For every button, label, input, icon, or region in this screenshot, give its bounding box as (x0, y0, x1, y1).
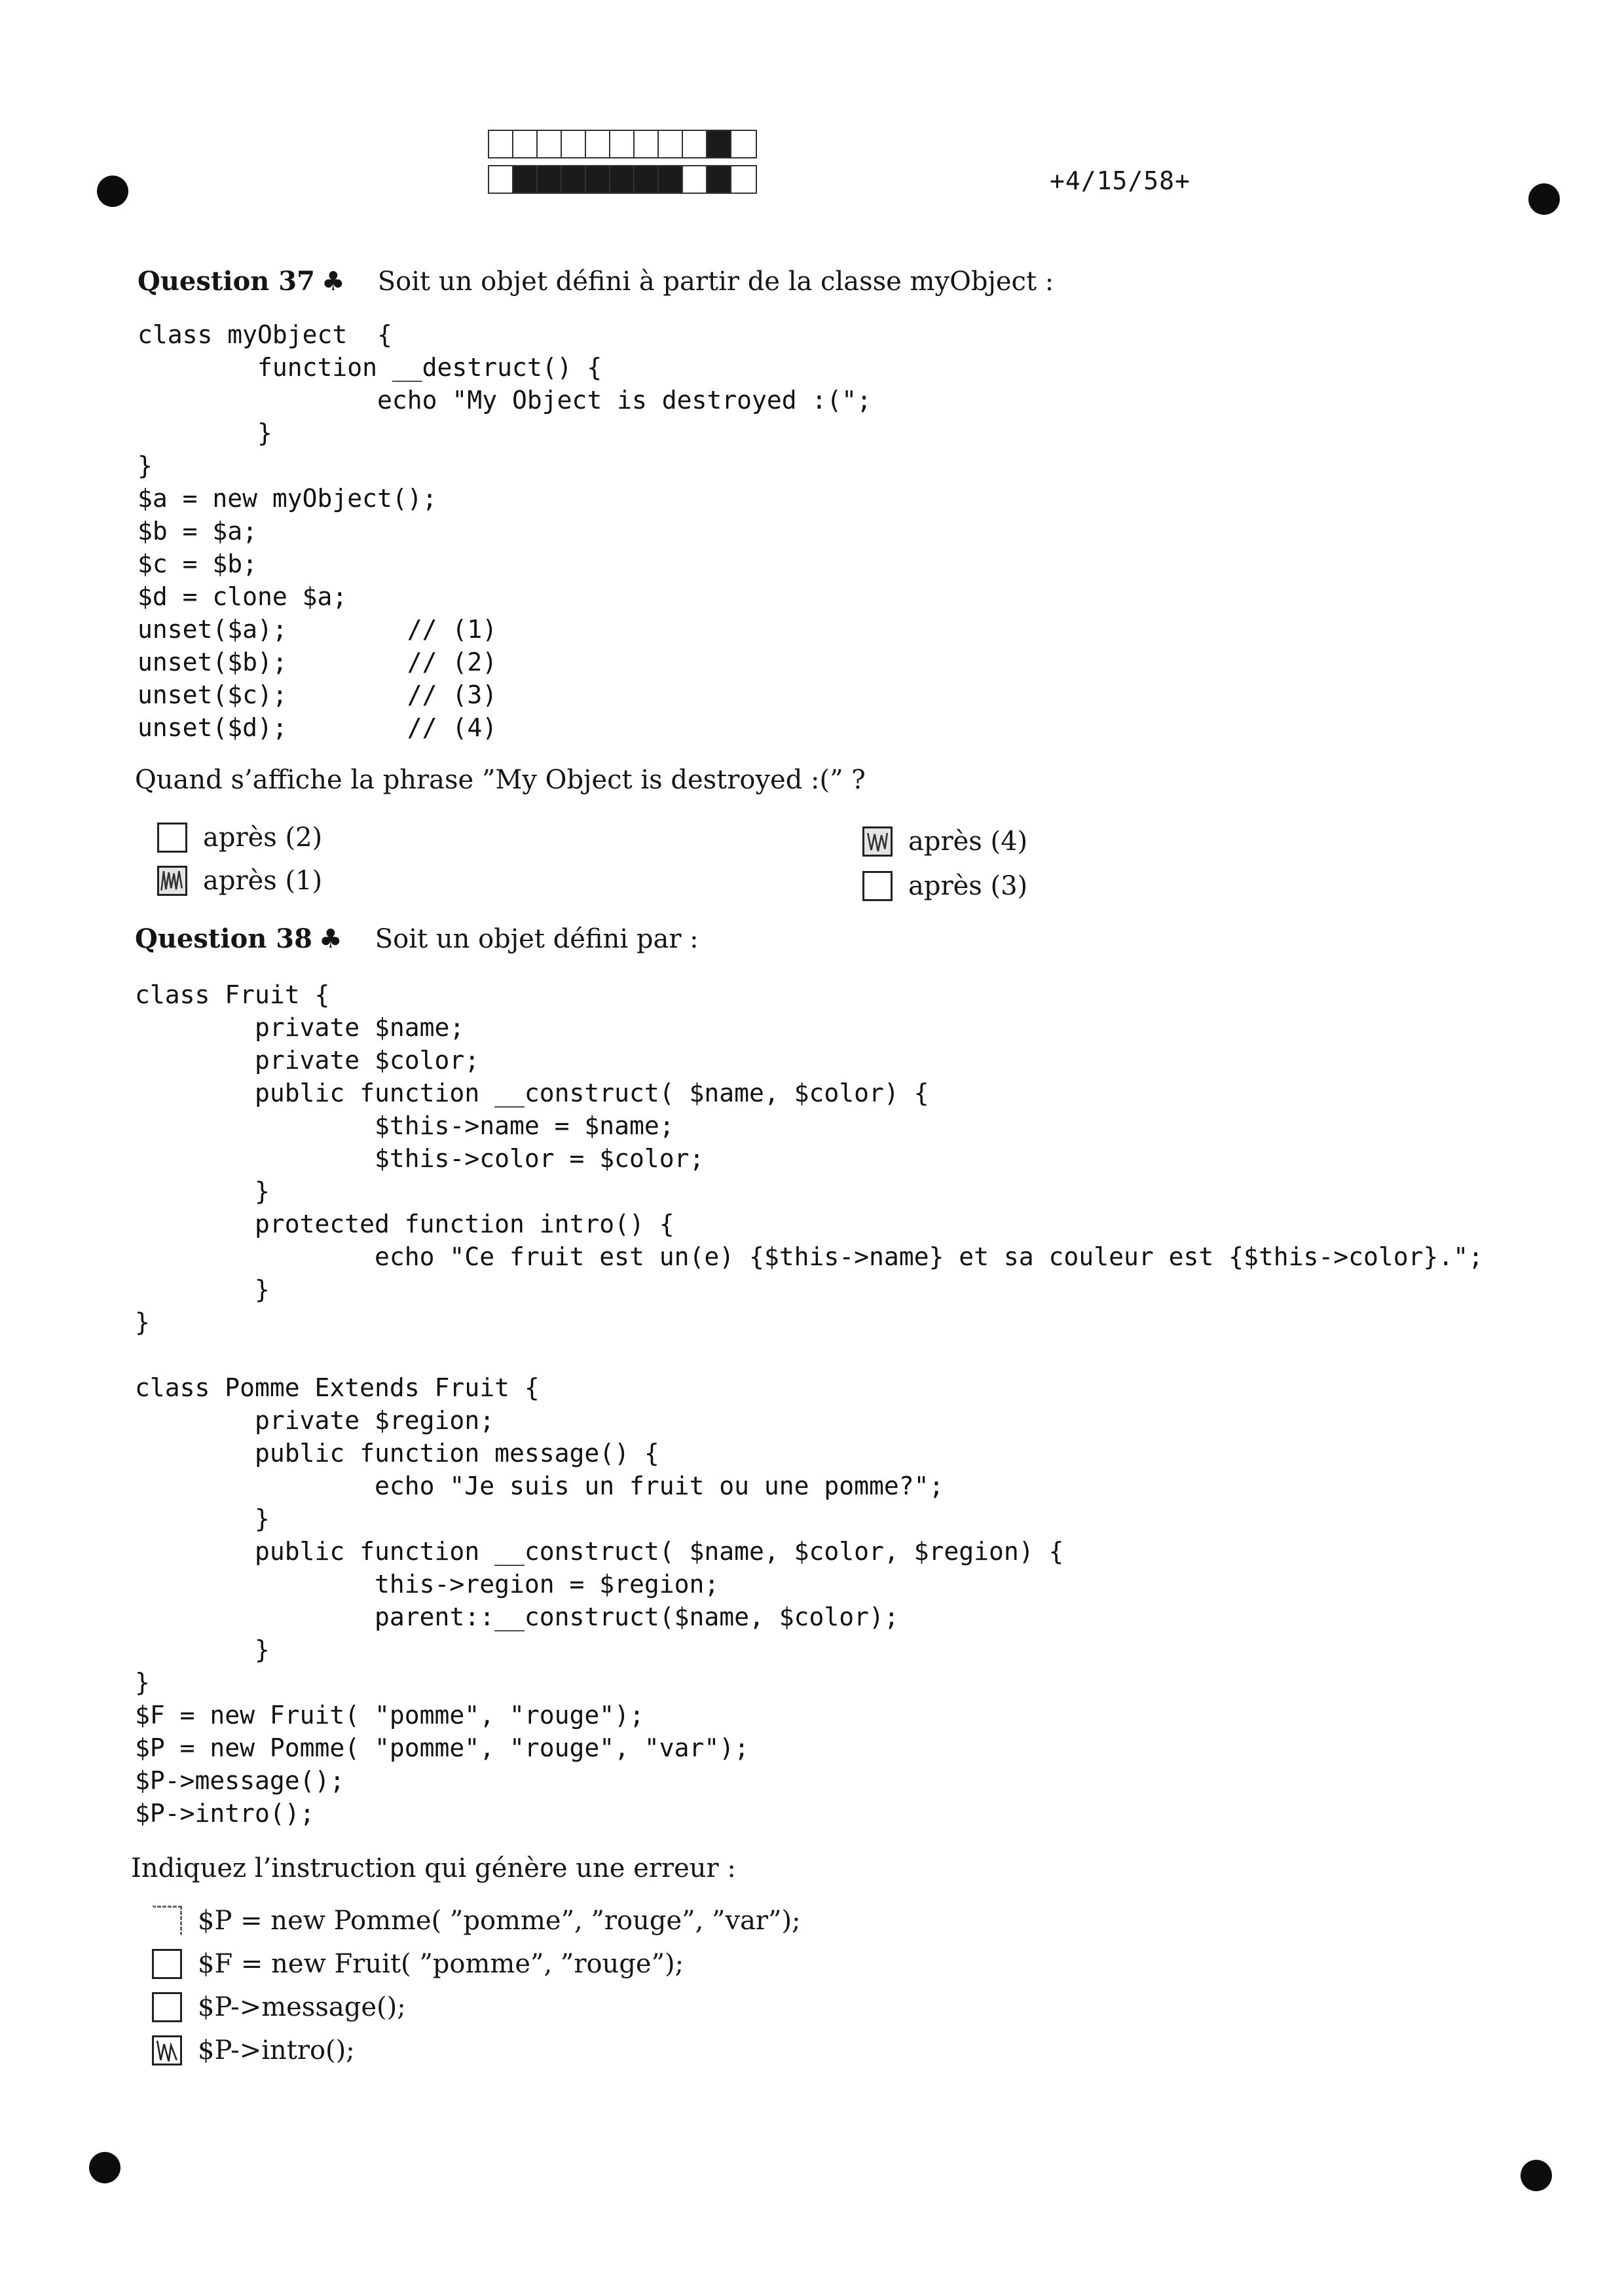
id-cell-empty (562, 131, 586, 157)
q38-option-2[interactable] (152, 1949, 684, 1979)
id-cell-filled (562, 166, 586, 193)
registration-mark-bottom-left (89, 2152, 120, 2183)
q37-option-1[interactable] (157, 823, 322, 853)
q38-option-3[interactable] (152, 1992, 406, 2022)
page-code: +4/15/58+ (1050, 166, 1190, 195)
question-number: Question 38 (135, 923, 312, 954)
question-38-header (135, 923, 699, 954)
checkbox-checked[interactable] (862, 826, 893, 857)
scribble-mark-icon (154, 2037, 180, 2064)
id-cell-empty (635, 131, 659, 157)
student-id-grid (488, 130, 757, 200)
checkbox[interactable] (152, 1992, 182, 2022)
id-cell-empty (659, 131, 683, 157)
checkbox[interactable] (152, 1949, 182, 1979)
option-label: après (2) (203, 823, 323, 853)
question-number: Question 37 (138, 266, 315, 297)
question-38-code: class Fruit { private $name; private $color; public function __construct( $name, $color) { $this->name = $name; $this->color = $color; } protected function intro() { echo "Ce fruit est un(e) {$this->name} et sa couleur est {$this->color}."; } } class Pomme Extends Fruit { private $region; public function message() { echo "Je suis un fruit ou une pomme?"; } public function __construct( $name, $color, $region) { this->region = $region; parent::__construct($name, $color); } } $F = new Fruit( "pomme", "rouge"); $P = new Pomme( "pomme", "rouge", "var"); $P->message(); $P->intro(); (135, 980, 1484, 1828)
question-text: Soit un objet défini à partir de la classe myObject : (377, 267, 1054, 297)
id-cell-empty (489, 166, 513, 193)
id-cell-filled (610, 166, 635, 193)
question-38-prompt: Indiquez l’instruction qui génère une erreur : (131, 1853, 736, 1883)
id-cell-empty (683, 166, 707, 193)
scribble-mark-icon (159, 868, 185, 894)
id-cell-empty (538, 131, 562, 157)
id-cell-empty (731, 166, 756, 193)
question-37-prompt: Quand s’affiche la phrase ”My Object is destroyed :(” ? (135, 765, 866, 795)
checkbox[interactable] (157, 823, 187, 853)
q38-option-4[interactable] (152, 2035, 355, 2065)
id-cell-empty (610, 131, 635, 157)
registration-mark-top-right (1528, 183, 1560, 215)
id-cell-filled (659, 166, 683, 193)
id-cell-filled (513, 166, 538, 193)
q37-option-2[interactable] (157, 866, 322, 896)
question-37-header (138, 266, 1054, 297)
checkbox-checked[interactable] (157, 866, 187, 896)
q37-option-4[interactable] (862, 871, 1027, 901)
id-cell-empty (513, 131, 538, 157)
option-label: $P->message(); (198, 1992, 406, 2022)
checkbox[interactable] (862, 871, 893, 901)
id-cell-empty (489, 131, 513, 157)
id-cell-filled (707, 131, 731, 157)
id-cell-empty (586, 131, 610, 157)
option-label: après (1) (203, 866, 323, 896)
option-label: après (3) (908, 871, 1028, 901)
id-cell-filled (538, 166, 562, 193)
id-cell-empty (683, 131, 707, 157)
option-label: $P->intro(); (198, 2035, 355, 2065)
option-label: après (4) (908, 826, 1028, 857)
checkbox-checked[interactable] (152, 2035, 182, 2065)
club-icon: ♣ (318, 924, 342, 954)
registration-mark-top-left (97, 176, 128, 207)
club-icon: ♣ (321, 267, 345, 297)
id-cell-filled (635, 166, 659, 193)
q37-option-3[interactable] (862, 826, 1027, 857)
question-37-code: class myObject { function __destruct() { echo "My Object is destroyed :("; } } $a = new myObject(); $b = $a; $c = $b; $d = clone $a; unset($a); // (1) unset($b); // (2) unset($c); // (3) unset($d); // (4) (138, 320, 872, 742)
id-cell-filled (586, 166, 610, 193)
id-row-bottom (488, 165, 757, 194)
id-cell-filled (707, 166, 731, 193)
id-cell-empty (731, 131, 756, 157)
option-label: $F = new Fruit( ”pomme”, ”rouge”); (198, 1949, 684, 1979)
registration-mark-bottom-right (1521, 2160, 1552, 2191)
q38-option-1[interactable] (152, 1906, 801, 1936)
id-row-top (488, 130, 757, 158)
checkbox-erased[interactable] (152, 1906, 182, 1936)
scribble-mark-icon (864, 828, 891, 855)
question-text: Soit un objet défini par : (375, 924, 699, 954)
option-label: $P = new Pomme( ”pomme”, ”rouge”, ”var”); (198, 1906, 801, 1936)
